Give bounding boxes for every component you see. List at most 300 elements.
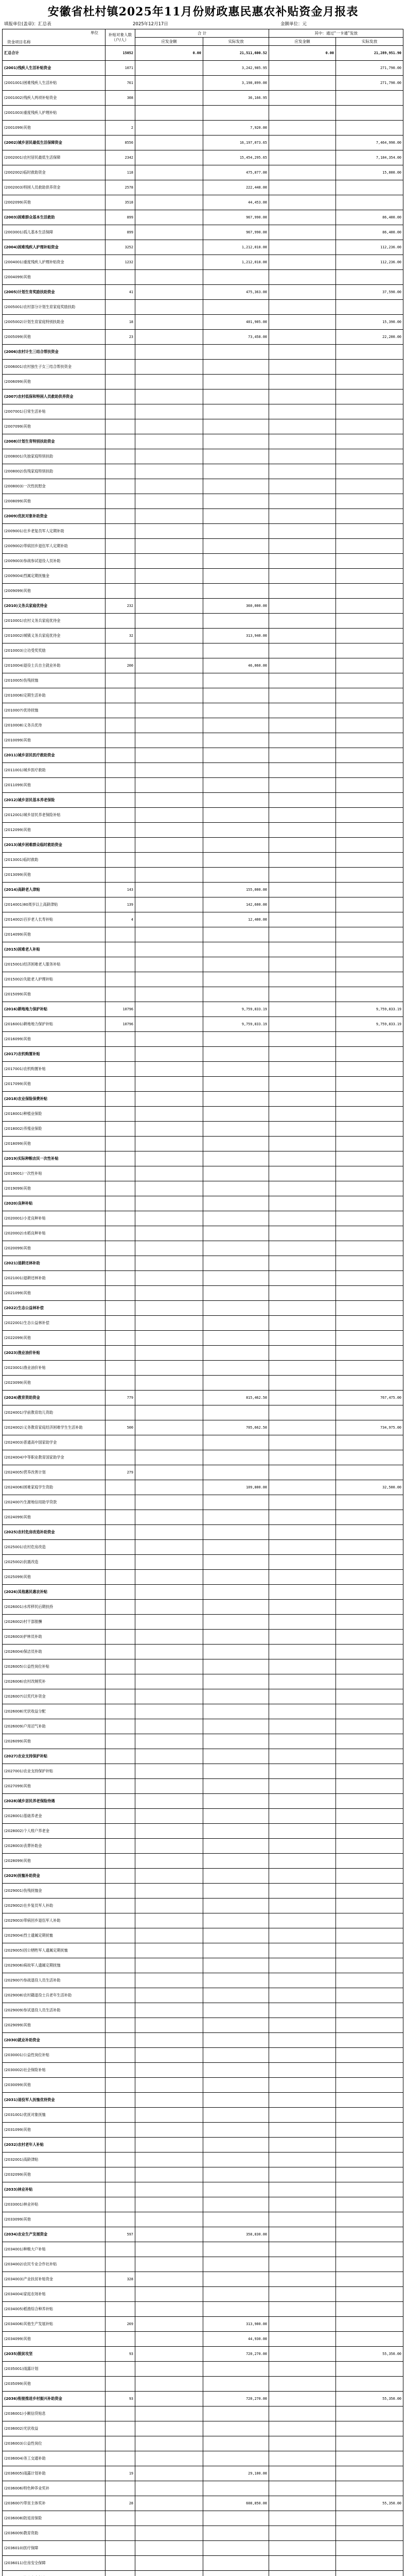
channel-paid-cell bbox=[336, 1077, 403, 1092]
count-cell bbox=[105, 1555, 135, 1570]
section-row bbox=[3, 2033, 403, 2048]
fund-name-cell: (2023001)渔业油价补贴 bbox=[3, 1361, 105, 1376]
table-row bbox=[3, 150, 403, 165]
count-cell bbox=[105, 345, 135, 360]
table-row bbox=[3, 1405, 403, 1420]
total-due-cell bbox=[135, 509, 203, 524]
fund-name-cell: (2014)高龄老人津贴 bbox=[3, 883, 105, 897]
total-due-cell bbox=[135, 778, 203, 793]
fund-name-cell: (2010002)城镇义务兵家庭优待金 bbox=[3, 629, 105, 643]
total-due-cell bbox=[135, 2496, 203, 2511]
section-row bbox=[3, 509, 403, 524]
total-paid-cell bbox=[203, 1645, 269, 1659]
total-due-cell bbox=[135, 2138, 203, 2153]
channel-due-cell bbox=[269, 2302, 336, 2317]
channel-due-cell bbox=[269, 1062, 336, 1077]
fund-name-cell: (2036011)住房安全保障 bbox=[3, 2556, 105, 2571]
channel-paid-cell bbox=[336, 1196, 403, 1211]
channel-paid-cell: 767,475.00 bbox=[336, 1391, 403, 1405]
fund-name-cell: (2021099)其他 bbox=[3, 1286, 105, 1301]
fund-name-cell: (2004)困难残疾人护理补贴资金 bbox=[3, 240, 105, 255]
total-due-cell bbox=[135, 1122, 203, 1137]
channel-paid-cell bbox=[336, 2018, 403, 2033]
total-row bbox=[3, 46, 403, 61]
channel-paid-cell bbox=[336, 1241, 403, 1256]
channel-paid-cell bbox=[336, 2093, 403, 2108]
table-row bbox=[3, 1271, 403, 1286]
channel-paid-cell bbox=[336, 1943, 403, 1958]
fund-name-cell: (2024002)义务教育家庭经济困难学生生活补助 bbox=[3, 1420, 105, 1435]
total-due-cell bbox=[135, 1540, 203, 1555]
channel-paid-cell: 55,350.00 bbox=[336, 2347, 403, 2362]
total-due-cell bbox=[135, 2526, 203, 2541]
channel-due-cell bbox=[269, 1286, 336, 1301]
total-due-cell bbox=[135, 315, 203, 330]
total-paid-cell bbox=[203, 2287, 269, 2302]
channel-due-cell bbox=[269, 2481, 336, 2496]
channel-due-cell bbox=[269, 2227, 336, 2242]
total-paid-cell bbox=[203, 942, 269, 957]
table-row bbox=[3, 987, 403, 1002]
channel-due-cell bbox=[269, 1988, 336, 2003]
fund-name-cell: (2008002)伤残家庭特别扶助 bbox=[3, 464, 105, 479]
fund-name-cell: (2026006)农村改厕奖补 bbox=[3, 1674, 105, 1689]
total-paid-cell bbox=[203, 748, 269, 763]
fund-name-cell: (2027)农业支持保护补贴 bbox=[3, 1749, 105, 1764]
channel-due-cell bbox=[269, 2063, 336, 2078]
channel-paid-cell bbox=[336, 2212, 403, 2227]
table-row bbox=[3, 375, 403, 389]
channel-paid-cell bbox=[336, 1794, 403, 1809]
channel-paid-cell bbox=[336, 1645, 403, 1659]
total-due-cell bbox=[135, 2048, 203, 2063]
table-row bbox=[3, 195, 403, 210]
channel-paid-cell bbox=[336, 1839, 403, 1854]
total-paid-cell bbox=[203, 1988, 269, 2003]
channel-paid-cell bbox=[336, 375, 403, 389]
total-due-cell bbox=[135, 2167, 203, 2182]
count-cell bbox=[105, 1899, 135, 1913]
total-due-cell bbox=[135, 1361, 203, 1376]
channel-due-cell bbox=[269, 614, 336, 629]
total-due-cell bbox=[135, 240, 203, 255]
channel-paid-cell bbox=[336, 1540, 403, 1555]
channel-due-cell bbox=[269, 2123, 336, 2138]
channel-due-cell bbox=[269, 554, 336, 569]
section-row bbox=[3, 599, 403, 614]
fund-name-cell: (2022099)其他 bbox=[3, 1331, 105, 1346]
count-cell bbox=[105, 2108, 135, 2123]
fund-name-cell: (2029007)参战退役人员生活补助 bbox=[3, 1973, 105, 1988]
channel-due-cell bbox=[269, 1077, 336, 1092]
channel-paid-cell bbox=[336, 2451, 403, 2466]
channel-due-cell bbox=[269, 2436, 336, 2451]
section-row bbox=[3, 135, 403, 150]
total-paid-cell: 222,448.00 bbox=[203, 180, 269, 195]
channel-paid-cell bbox=[336, 1301, 403, 1316]
channel-paid-cell bbox=[336, 1256, 403, 1271]
section-row bbox=[3, 1794, 403, 1809]
fund-name-cell: (2016099)其他 bbox=[3, 1032, 105, 1047]
fund-name-cell: (2010005)伤残抚恤 bbox=[3, 673, 105, 688]
fund-name-cell: (2012)城乡居民基本养老保险 bbox=[3, 793, 105, 808]
total-due-cell bbox=[135, 658, 203, 673]
total-paid-cell bbox=[203, 1764, 269, 1779]
total-paid-cell bbox=[203, 1211, 269, 1226]
total-paid-cell bbox=[203, 1271, 269, 1286]
total-due-cell bbox=[135, 2063, 203, 2078]
channel-due-cell bbox=[269, 897, 336, 912]
total-due-cell bbox=[135, 2556, 203, 2571]
channel-paid-cell bbox=[336, 2138, 403, 2153]
count-cell bbox=[105, 688, 135, 703]
count-cell: 2578 bbox=[105, 180, 135, 195]
fund-name-cell: (2014001)80周岁以上高龄津贴 bbox=[3, 897, 105, 912]
total-due-cell bbox=[135, 76, 203, 91]
section-row bbox=[3, 838, 403, 853]
count-cell bbox=[105, 733, 135, 748]
count-cell bbox=[105, 1316, 135, 1331]
channel-paid-cell: 112,236.00 bbox=[336, 240, 403, 255]
total-due-cell bbox=[135, 150, 203, 165]
count-cell: 308 bbox=[105, 91, 135, 106]
channel-paid-cell bbox=[336, 2167, 403, 2182]
total-due-cell bbox=[135, 2227, 203, 2242]
channel-due-cell bbox=[269, 150, 336, 165]
total-paid-cell bbox=[203, 1122, 269, 1137]
table-row bbox=[3, 1809, 403, 1824]
total-due-cell bbox=[135, 91, 203, 106]
total-due-cell bbox=[135, 524, 203, 539]
fund-name-cell: (2009004)烈属定期抚恤金 bbox=[3, 569, 105, 584]
total-paid-cell bbox=[203, 2108, 269, 2123]
total-paid-cell: 21,511,600.52 bbox=[203, 46, 269, 61]
channel-due-cell bbox=[269, 1689, 336, 1704]
table-row bbox=[3, 2421, 403, 2436]
table-row bbox=[3, 688, 403, 703]
fund-name-cell: (2003001)孤儿基本生活保障 bbox=[3, 225, 105, 240]
fund-name-cell: (2027001)农业支持保护补贴 bbox=[3, 1764, 105, 1779]
table-row bbox=[3, 912, 403, 927]
table-row bbox=[3, 1211, 403, 1226]
fund-name-cell: (2011)城乡居民医疗救助资金 bbox=[3, 748, 105, 763]
table-row bbox=[3, 1226, 403, 1241]
channel-paid-cell bbox=[336, 1659, 403, 1674]
channel-paid-cell bbox=[336, 2317, 403, 2332]
channel-due-cell bbox=[269, 972, 336, 987]
channel-paid-cell bbox=[336, 360, 403, 375]
channel-due-cell bbox=[269, 315, 336, 330]
total-paid-cell bbox=[203, 927, 269, 942]
channel-due-cell bbox=[269, 195, 336, 210]
section-row bbox=[3, 1869, 403, 1884]
channel-due-cell bbox=[269, 1211, 336, 1226]
fund-name-cell: (2009)优抚对象补助资金 bbox=[3, 509, 105, 524]
count-cell bbox=[105, 1585, 135, 1600]
channel-paid-cell bbox=[336, 1764, 403, 1779]
channel-paid-cell bbox=[336, 1405, 403, 1420]
channel-paid-cell bbox=[336, 838, 403, 853]
channel-due-cell bbox=[269, 1973, 336, 1988]
count-cell: 3518 bbox=[105, 195, 135, 210]
section-row bbox=[3, 389, 403, 404]
total-due-cell bbox=[135, 1420, 203, 1435]
total-due-cell bbox=[135, 2317, 203, 2332]
total-due-cell bbox=[135, 2347, 203, 2362]
total-paid-cell bbox=[203, 2033, 269, 2048]
channel-paid-cell bbox=[336, 1092, 403, 1107]
fund-name-cell: (2031)退役军人抚恤优待资金 bbox=[3, 2093, 105, 2108]
channel-due-cell bbox=[269, 1585, 336, 1600]
channel-due-cell bbox=[269, 1839, 336, 1854]
table-row bbox=[3, 464, 403, 479]
total-due-cell bbox=[135, 1869, 203, 1884]
count-cell: 761 bbox=[105, 76, 135, 91]
fund-name-cell: (2016001)耕地地力保护补贴 bbox=[3, 1017, 105, 1032]
total-paid-cell bbox=[203, 479, 269, 494]
count-cell bbox=[105, 569, 135, 584]
table-row bbox=[3, 1899, 403, 1913]
channel-due-cell bbox=[269, 1645, 336, 1659]
total-paid-cell bbox=[203, 673, 269, 688]
total-due-cell bbox=[135, 135, 203, 150]
count-cell bbox=[105, 2197, 135, 2212]
total-paid-cell bbox=[203, 614, 269, 629]
count-cell bbox=[105, 868, 135, 883]
fund-name-cell: (2009002)带病回乡退伍军人定期补助 bbox=[3, 539, 105, 554]
count-cell: 597 bbox=[105, 2227, 135, 2242]
fund-name-cell: (2035)脱贫攻坚 bbox=[3, 2347, 105, 2362]
fund-name-cell: (2004001)重度残疾人护理补贴资金 bbox=[3, 255, 105, 270]
total-paid-cell bbox=[203, 2048, 269, 2063]
channel-due-cell bbox=[269, 419, 336, 434]
count-cell: 279 bbox=[105, 1465, 135, 1480]
total-paid-cell: 12,400.00 bbox=[203, 912, 269, 927]
table-row bbox=[3, 629, 403, 643]
channel-paid-cell bbox=[336, 2436, 403, 2451]
channel-paid-cell bbox=[336, 195, 403, 210]
fund-name-cell: (2034099)其他 bbox=[3, 2332, 105, 2347]
total-due-cell bbox=[135, 1719, 203, 1734]
table-header bbox=[3, 29, 403, 46]
total-due-cell bbox=[135, 1166, 203, 1181]
channel-due-cell bbox=[269, 1958, 336, 1973]
total-due-cell bbox=[135, 883, 203, 897]
section-row bbox=[3, 1196, 403, 1211]
channel-due-cell bbox=[269, 1824, 336, 1839]
total-paid-cell: 73,458.00 bbox=[203, 330, 269, 345]
table-row bbox=[3, 643, 403, 658]
fund-name-cell: (2036)衔接推进乡村振兴补助资金 bbox=[3, 2392, 105, 2406]
fund-name-cell: (2006001)农村独生子女三结合帮扶资金 bbox=[3, 360, 105, 375]
channel-paid-cell bbox=[336, 1749, 403, 1764]
total-due-cell bbox=[135, 1973, 203, 1988]
count-cell bbox=[105, 2182, 135, 2197]
count-cell bbox=[105, 1107, 135, 1122]
total-paid-cell bbox=[203, 1376, 269, 1391]
count-cell bbox=[105, 1405, 135, 1420]
table-row bbox=[3, 2571, 403, 2576]
total-paid-cell: 36,166.95 bbox=[203, 91, 269, 106]
fund-name-cell: (2029099)其他 bbox=[3, 2018, 105, 2033]
total-paid-cell bbox=[203, 2302, 269, 2317]
total-due-cell bbox=[135, 1630, 203, 1645]
channel-due-cell bbox=[269, 883, 336, 897]
count-cell bbox=[105, 1510, 135, 1525]
count-cell bbox=[105, 300, 135, 315]
total-due-cell bbox=[135, 1659, 203, 1674]
count-cell bbox=[105, 927, 135, 942]
table-row bbox=[3, 180, 403, 195]
channel-paid-cell bbox=[336, 673, 403, 688]
fund-name-cell: (2026002)村干部报酬 bbox=[3, 1615, 105, 1630]
channel-paid-cell: 55,350.00 bbox=[336, 2496, 403, 2511]
channel-paid-cell bbox=[336, 2466, 403, 2481]
count-cell bbox=[105, 808, 135, 823]
total-due-cell bbox=[135, 1241, 203, 1256]
count-cell bbox=[105, 2362, 135, 2377]
fund-name-cell: (2030001)公益性岗位补贴 bbox=[3, 2048, 105, 2063]
channel-due-cell bbox=[269, 121, 336, 135]
channel-due-cell bbox=[269, 2078, 336, 2093]
total-paid-cell bbox=[203, 2212, 269, 2227]
total-paid-cell bbox=[203, 1824, 269, 1839]
channel-paid-cell bbox=[336, 2242, 403, 2257]
total-due-cell bbox=[135, 419, 203, 434]
count-cell bbox=[105, 1331, 135, 1346]
fund-name-cell: (2009003)参战参试退役人员补助 bbox=[3, 554, 105, 569]
total-paid-cell bbox=[203, 2182, 269, 2197]
count-cell bbox=[105, 270, 135, 285]
total-paid-cell bbox=[203, 2526, 269, 2541]
total-due-cell bbox=[135, 389, 203, 404]
channel-paid-cell bbox=[336, 434, 403, 449]
channel-paid-cell bbox=[336, 2287, 403, 2302]
count-cell: 269 bbox=[105, 2317, 135, 2332]
channel-due-cell bbox=[269, 853, 336, 868]
channel-due-cell bbox=[269, 2242, 336, 2257]
section-row bbox=[3, 2347, 403, 2362]
channel-paid-cell: 22,200.00 bbox=[336, 330, 403, 345]
channel-paid-cell bbox=[336, 748, 403, 763]
channel-paid-cell: 37,590.00 bbox=[336, 285, 403, 300]
total-paid-cell bbox=[203, 718, 269, 733]
total-due-cell bbox=[135, 1465, 203, 1480]
channel-due-cell bbox=[269, 1181, 336, 1196]
total-due-cell bbox=[135, 972, 203, 987]
channel-due-cell bbox=[269, 91, 336, 106]
channel-paid-cell bbox=[336, 1151, 403, 1166]
count-cell bbox=[105, 1689, 135, 1704]
fund-name-cell: (2010004)退役士兵自主就业补助 bbox=[3, 658, 105, 673]
total-due-cell bbox=[135, 1435, 203, 1450]
total-due-cell: 0.00 bbox=[135, 46, 203, 61]
table-row bbox=[3, 404, 403, 419]
count-cell bbox=[105, 614, 135, 629]
table-row bbox=[3, 225, 403, 240]
channel-paid-cell bbox=[336, 2272, 403, 2287]
count-cell bbox=[105, 389, 135, 404]
total-due-cell bbox=[135, 912, 203, 927]
count-cell bbox=[105, 494, 135, 509]
total-due-cell bbox=[135, 1809, 203, 1824]
total-due-cell bbox=[135, 1555, 203, 1570]
table-row bbox=[3, 2287, 403, 2302]
channel-paid-cell bbox=[336, 1988, 403, 2003]
channel-paid-cell bbox=[336, 1450, 403, 1465]
fund-name-cell: (2036003)公益性岗位 bbox=[3, 2436, 105, 2451]
table-row bbox=[3, 1286, 403, 1301]
count-cell bbox=[105, 2511, 135, 2526]
fund-name-cell: (2024004)中等职业教育国家助学金 bbox=[3, 1450, 105, 1465]
table-row bbox=[3, 1764, 403, 1779]
total-paid-cell: 608,850.00 bbox=[203, 2496, 269, 2511]
channel-paid-cell bbox=[336, 121, 403, 135]
table-row bbox=[3, 1032, 403, 1047]
fund-name-cell: (2029)抚恤补助资金 bbox=[3, 1869, 105, 1884]
channel-due-cell bbox=[269, 1450, 336, 1465]
fund-name-cell: (2025)农村危房改造补助资金 bbox=[3, 1525, 105, 1540]
total-due-cell bbox=[135, 1839, 203, 1854]
fund-name-cell: (2004099)其他 bbox=[3, 270, 105, 285]
fund-name-cell: (2029003)带病回乡退伍军人补助 bbox=[3, 1913, 105, 1928]
table-row bbox=[3, 1376, 403, 1391]
fund-name-cell: (2001099)其他 bbox=[3, 121, 105, 135]
report-title: 安徽省杜村镇2025年11月份财政惠民惠农补贴资金月报表 bbox=[47, 5, 359, 19]
total-paid-cell bbox=[203, 1884, 269, 1899]
channel-paid-cell bbox=[336, 1809, 403, 1824]
table-row bbox=[3, 1062, 403, 1077]
total-paid-cell: 7,920.00 bbox=[203, 121, 269, 135]
channel-paid-cell: 7,464,990.00 bbox=[336, 135, 403, 150]
channel-due-cell bbox=[269, 838, 336, 853]
channel-paid-cell bbox=[336, 1734, 403, 1749]
total-due-cell bbox=[135, 2033, 203, 2048]
count-cell bbox=[105, 1301, 135, 1316]
count-cell: 232 bbox=[105, 599, 135, 614]
total-paid-cell bbox=[203, 1241, 269, 1256]
table-row bbox=[3, 853, 403, 868]
total-paid-cell bbox=[203, 1196, 269, 1211]
total-due-cell bbox=[135, 1092, 203, 1107]
total-due-cell bbox=[135, 1704, 203, 1719]
count-cell bbox=[105, 1719, 135, 1734]
table-body bbox=[3, 46, 403, 2576]
total-paid-cell bbox=[203, 1316, 269, 1331]
count-cell bbox=[105, 1869, 135, 1884]
channel-due-cell bbox=[269, 927, 336, 942]
total-paid-cell bbox=[203, 1047, 269, 1062]
fund-name-cell: (2034002)农民专业合作社补贴 bbox=[3, 2257, 105, 2272]
fund-name-cell: (2003)困难群众基本生活救助 bbox=[3, 210, 105, 225]
channel-due-cell bbox=[269, 1794, 336, 1809]
count-cell bbox=[105, 2167, 135, 2182]
total-paid-cell bbox=[203, 2257, 269, 2272]
fund-name-cell: (2007)农村低保和特困人员救助供养资金 bbox=[3, 389, 105, 404]
count-cell bbox=[105, 2153, 135, 2167]
channel-paid-cell bbox=[336, 733, 403, 748]
total-due-cell bbox=[135, 868, 203, 883]
fund-name-cell: (2011001)城乡医疗救助 bbox=[3, 763, 105, 778]
channel-paid-cell bbox=[336, 808, 403, 823]
channel-group-header: 其中：通过“一卡通”发放 bbox=[269, 29, 403, 38]
channel-paid-cell bbox=[336, 1465, 403, 1480]
count-cell bbox=[105, 2571, 135, 2576]
total-due-cell bbox=[135, 957, 203, 972]
table-row bbox=[3, 1450, 403, 1465]
fund-name-cell: (2031099)其他 bbox=[3, 2123, 105, 2138]
channel-paid-cell bbox=[336, 2406, 403, 2421]
